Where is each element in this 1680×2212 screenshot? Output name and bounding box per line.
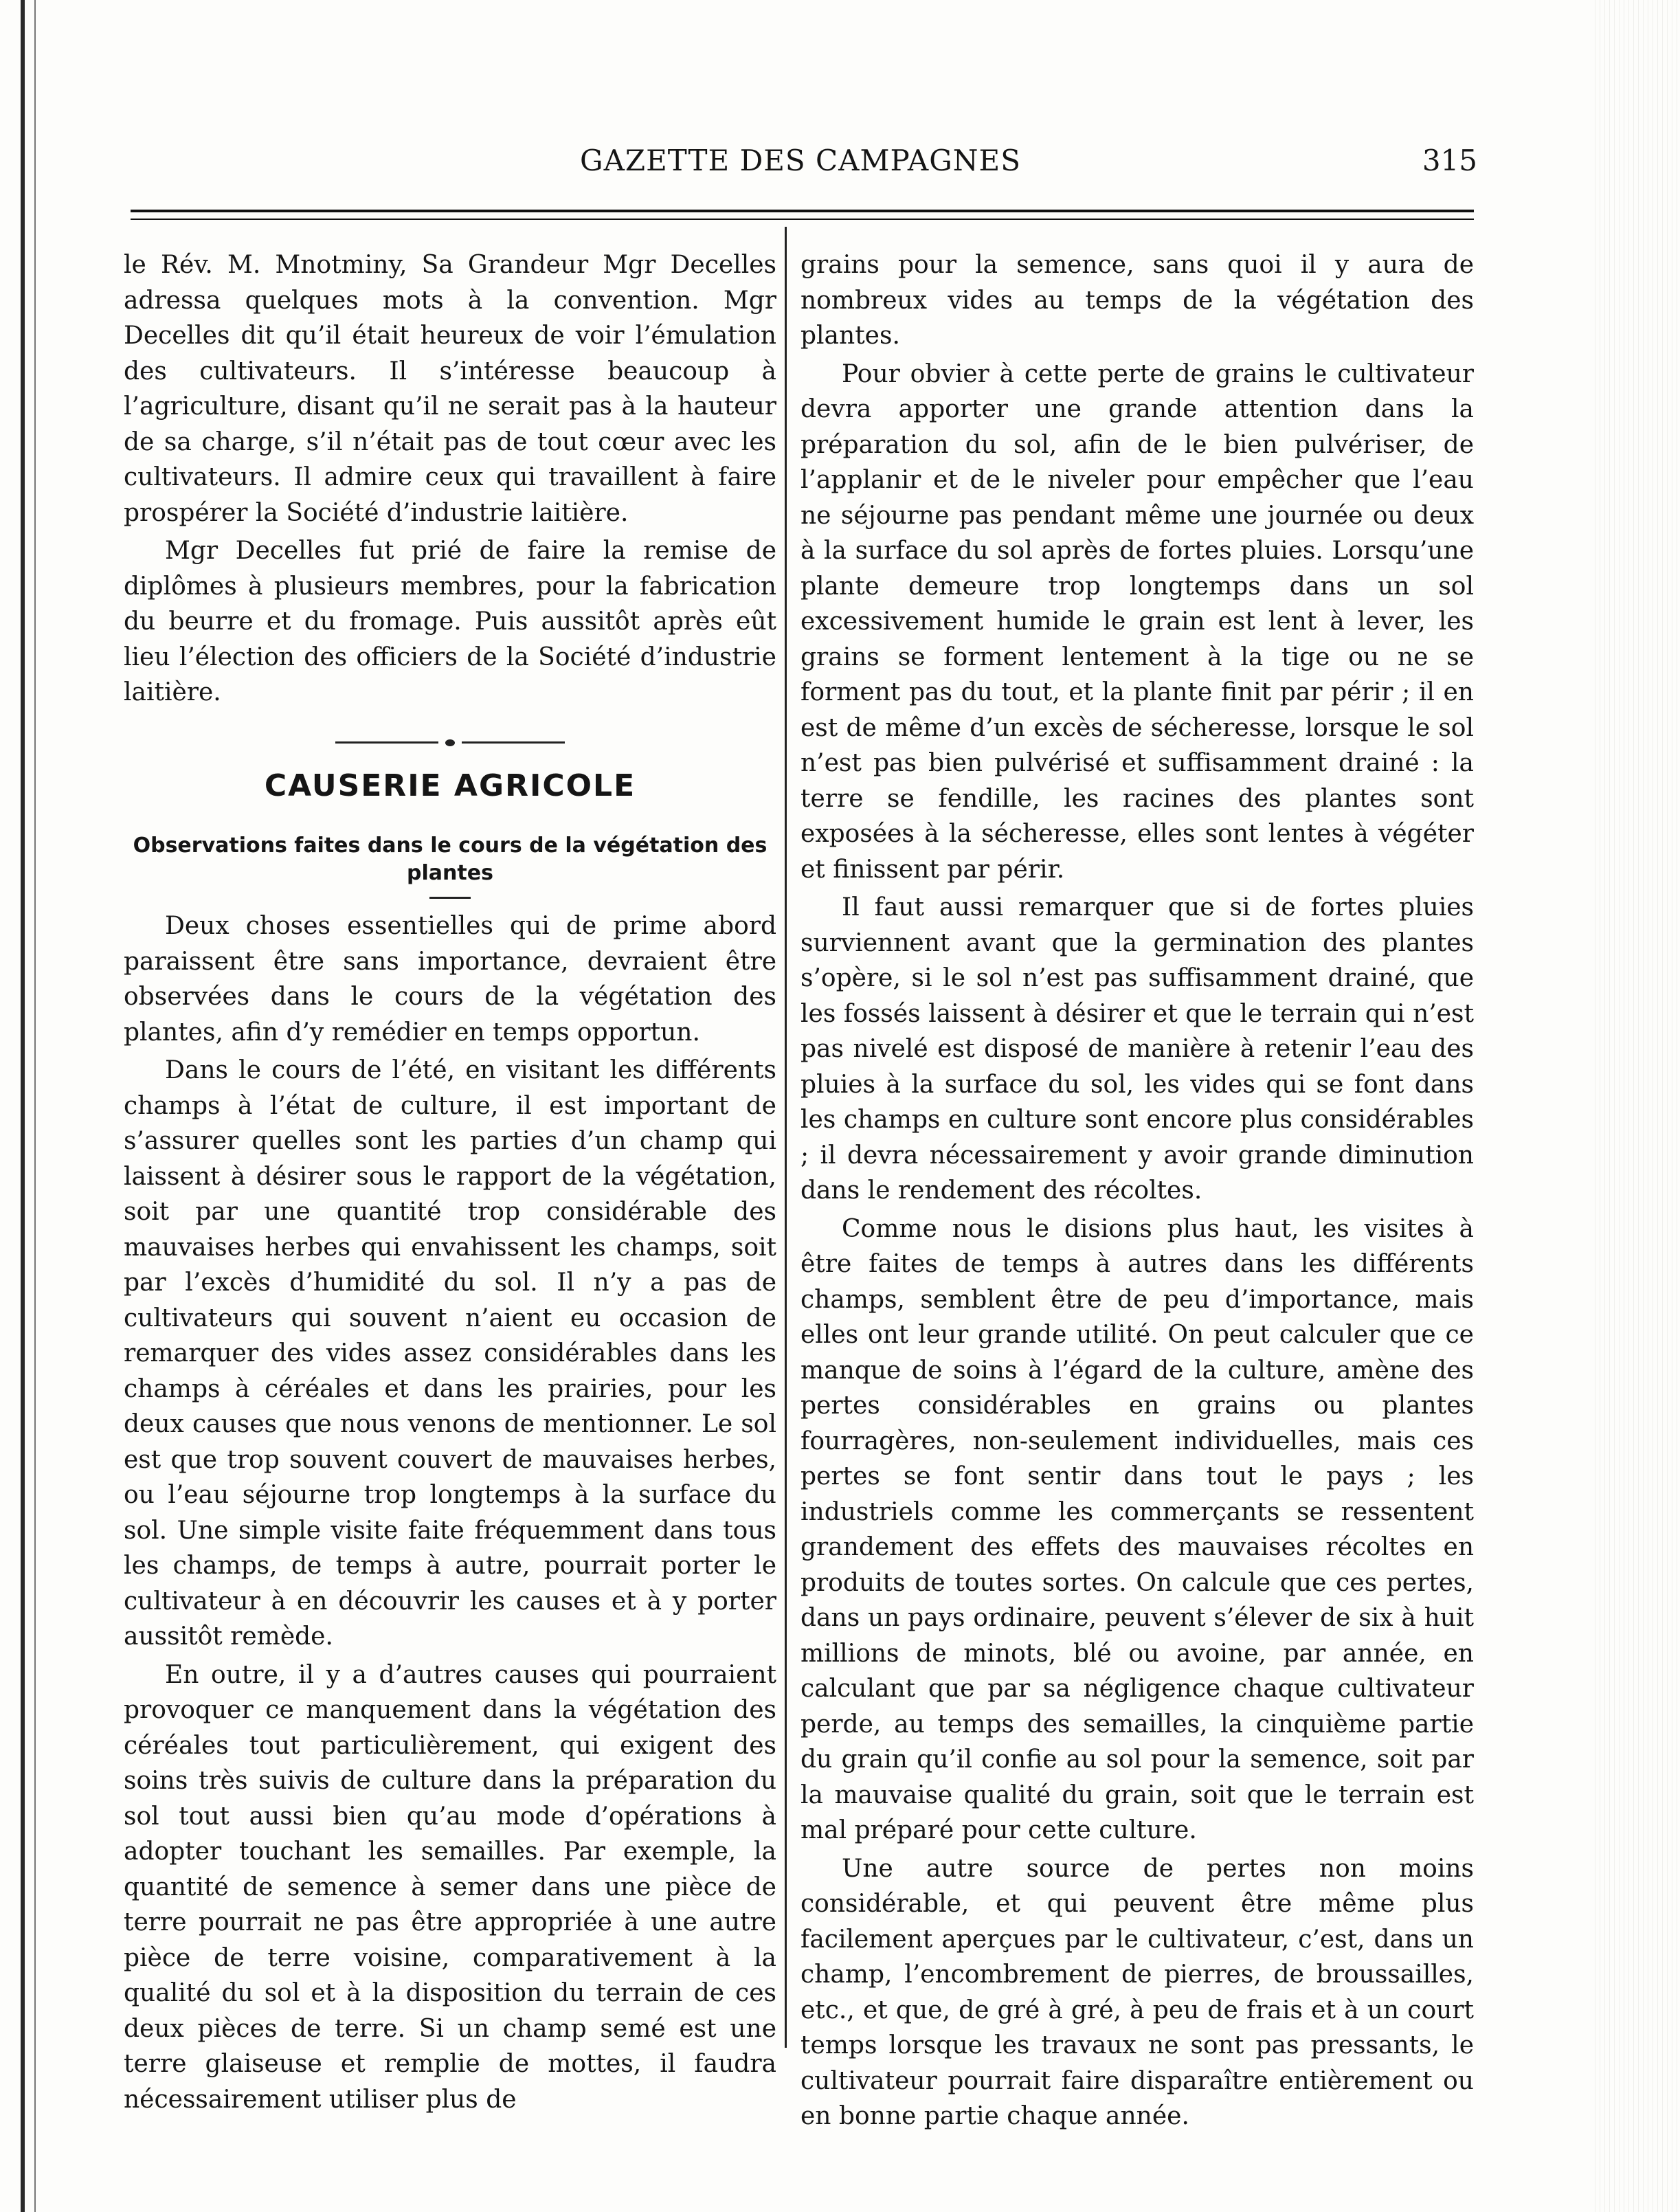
column-divider [785, 227, 787, 2048]
binding-edge-line [34, 0, 36, 2212]
left-paragraph-4: Dans le cours de l’été, en visitant les différents champs à l’état de culture, il est important de s’assurer quelles sont les parties d’un champ qui laissent à désirer sous le rapport de la végétation, soit par une quantité trop considérable des mauvaises herbes qui envahissent les champs, soit par l’excès d’humidité du sol. Il n’y a pas de cultivateurs qui souvent n’aient eu occasion de remarquer des vides assez considérables dans les champs à céréales et dans les prairies, pour les deux causes que nous venons de mentionner. Le sol est que trop souvent couvert de mauvaises herbes, ou l’eau séjourne trop longtemps à la surface du sol. Une simple visite faite fréquemment dans tous les champs, de temps à autre, pourrait porter le cultivateur à en découvrir les causes et à y porter aussitôt remède. [124, 1056, 776, 1651]
right-column [800, 247, 1474, 2134]
left-paragraph-3: Deux choses essentielles qui de prime abord paraissent être sans importance, devraient être observées dans le cours de la végétation des plantes, afin d’y remédier en temps opportun. [124, 912, 776, 1047]
running-header [124, 141, 1477, 182]
right-paragraph-3: Il faut aussi remarquer que si de fortes pluies surviennent avant que la germination des plantes s’opère, si le sol n’est pas suffisamment drainé, que les fossés laissent à désirer et que le terrain qui n’est pas nivelé est disposé de manière à retenir l’eau des pluies à la surface du sol, les vides qui se font dans les champs en culture sont encore plus considérables ; il devra nécessairement y avoir grande diminution dans le rendement des récoltes. [800, 893, 1474, 1205]
right-paragraph-4: Comme nous le disions plus haut, les visites à être faites de temps à autres dans les différents champs, semblent être de peu d’importance, mais elles ont leur grande utilité. On peut calculer que ce manque de soins à l’égard de la culture, amène des pertes considérables en grains ou plantes fourragères, non-seulement individuelles, mais ces pertes se font sentir dans tout le pays ; les industriels comme les commerçants se ressentent grandement des effets des mauvaises récoltes en produits de toutes sortes. On calcule que ces pertes, dans un pays ordinaire, peuvent s’élever de six à huit millions de minots, blé ou avoine, par année, en calculant que par sa négligence chaque cultivateur perde, au temps des semailles, la cinquième partie du grain qu’il confie au sol pour la semence, soit par la mauvaise qualité du grain, soit que le terrain est mal préparé pour cette culture. [800, 1214, 1474, 1844]
publication-title: GAZETTE DES CAMPAGNES [580, 144, 1021, 177]
left-column [124, 247, 776, 2117]
right-paragraph-5: Une autre source de pertes non moins considérable, et qui peuvent être même plus facilement aperçues par le cultivateur, c’est, dans un champ, l’encombrement de pierres, de broussailles, etc., et que, de gré à gré, à peu de frais et à un court temps lorsque les travaux ne sont pas pressants, le cultivateur pourrait faire disparaître entièrement ou en bonne partie chaque année. [800, 1854, 1474, 2130]
right-paragraph-2: Pour obvier à cette perte de grains le cultivateur devra apporter une grande attention dans la préparation du sol, afin de le bien pulvériser, de l’applanir et de le niveler pour empêcher que l’eau ne séjourne pas pendant même une journée ou deux à la surface du sol après de fortes pluies. Lorsqu’une plante demeure trop longtemps dans un sol excessivement humide le grain est lent à lever, les grains se forment lentement à la tige ou ne se forment pas du tout, et la plante finit par périr ; il en est de même d’un excès de sécheresse, lorsque le sol n’est pas bien pulvérisé et suffisamment drainé : la terre se fendille, les racines des plantes sont exposées à la sécheresse, elles sont lentes à végéter et finissent par périr. [800, 359, 1474, 884]
left-paragraph-5: En outre, il y a d’autres causes qui pourraient provoquer ce manquement dans la végétation des céréales tout particulièrement, qui exigent des soins très suivis de culture dans la préparation du sol tout aussi bien qu’au mode d’opérations à adopter touchant les semailles. Par exemple, la quantité de semence à semer dans une pièce de terre pourrait ne pas être appropriée à une autre pièce de terre voisine, comparativement à la qualité du sol et à la disposition du terrain de ces deux pièces de terre. Si un champ semé est une terre glaiseuse et remplie de mottes, il faudra nécessairement utiliser plus de [124, 1660, 776, 2114]
section-ornament [124, 739, 776, 746]
right-paragraph-1: grains pour la semence, sans quoi il y aura de nombreux vides au temps de la végétation des plantes. [800, 251, 1474, 350]
section-title: CAUSERIE AGRICOLE [264, 768, 636, 803]
left-paragraph-1: le Rév. M. Mnotminy, Sa Grandeur Mgr Decelles adressa quelques mots à la convention. Mgr Decelles dit qu’il était heureux de voir l’émulation des cultivateurs. Il s’intéresse beaucoup à l’agriculture, disant qu’il ne serait pas à la hauteur de sa charge, s’il n’était pas de tout cœur avec les cultivateurs. Il admire ceux qui travaillent à faire prospérer la Société d’industrie laitière. [124, 251, 776, 527]
section-subtitle: Observations faites dans le cours de la végétation des plantes [133, 834, 768, 885]
left-paragraph-2: Mgr Decelles fut prié de faire la remise de diplômes à plusieurs membres, pour la fabrication du beurre et du fromage. Puis aussitôt après eût lieu l’élection des officiers de la Société d’industrie laitière. [124, 537, 776, 706]
header-rule-thick [131, 210, 1474, 212]
binding-edge [21, 0, 25, 2212]
subtitle-dash [429, 897, 471, 899]
page-edge-texture [1591, 0, 1680, 2212]
header-rule-thin [131, 219, 1474, 220]
page-number: 315 [1422, 144, 1477, 177]
